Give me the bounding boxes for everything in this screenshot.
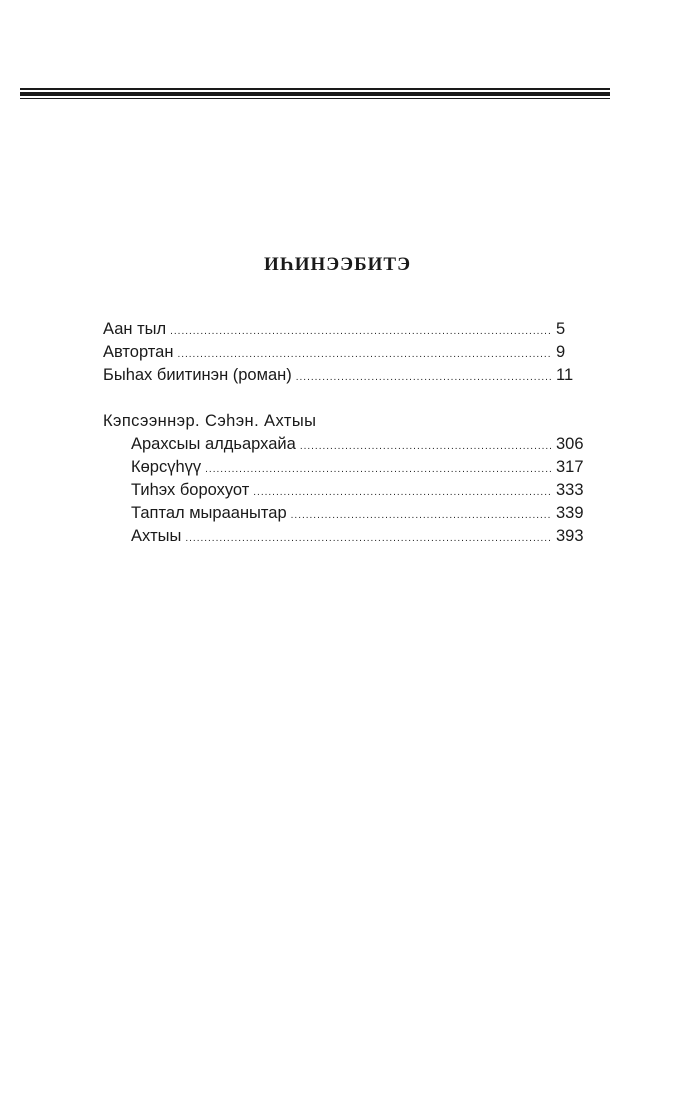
toc-leader-dots <box>253 481 552 504</box>
toc-entry-label: Таптал мыраанытар <box>131 504 287 522</box>
toc-spacer <box>103 387 588 409</box>
toc-sub-entry[interactable] <box>103 456 588 479</box>
toc-entry[interactable] <box>103 364 588 387</box>
page-title: ИҺИНЭЭБИТЭ <box>264 254 411 275</box>
toc-entry-page: 393 <box>556 527 584 545</box>
header-rule-thick <box>20 92 610 96</box>
toc-entry-page: 5 <box>556 320 566 338</box>
toc-entry-page: 339 <box>556 504 584 522</box>
toc-leader-dots <box>170 320 552 343</box>
toc-entry-page: 306 <box>556 435 584 453</box>
toc-entry-label: Көрсүһүү <box>131 458 202 476</box>
toc-leader-dots <box>177 343 552 366</box>
toc-leader-dots <box>291 504 552 527</box>
header-rules <box>20 88 610 99</box>
toc-sub-entry[interactable] <box>103 525 588 548</box>
toc-entry-label: Автортан <box>103 343 174 361</box>
table-of-contents <box>103 318 588 548</box>
toc-leader-dots <box>205 458 552 481</box>
toc-entry-page: 317 <box>556 458 584 476</box>
toc-sub-entry[interactable] <box>103 479 588 502</box>
toc-leader-dots <box>296 366 552 389</box>
toc-entry[interactable] <box>103 318 588 341</box>
toc-entry-page: 11 <box>556 366 574 384</box>
toc-entry-page: 333 <box>556 481 584 499</box>
toc-section-heading: Кэпсээннэр. Сэһэн. Ахтыы <box>103 412 317 430</box>
header-rule-bottom <box>20 98 610 99</box>
toc-sub-entry[interactable] <box>103 502 588 525</box>
toc-entry[interactable] <box>103 341 588 364</box>
header-rule-top <box>20 88 610 90</box>
toc-entry-label: Тиһэх борохуот <box>131 481 250 499</box>
toc-sub-entry[interactable] <box>103 433 588 456</box>
toc-entry-label: Ахтыы <box>131 527 182 545</box>
toc-entry-page: 9 <box>556 343 566 361</box>
toc-leader-dots <box>300 435 552 458</box>
toc-leader-dots <box>185 527 552 550</box>
toc-entry-label: Быһах биитинэн (роман) <box>103 366 292 384</box>
toc-entry-label: Аан тыл <box>103 320 167 338</box>
toc-entry-label: Арахсыы алдьархайа <box>131 435 296 453</box>
